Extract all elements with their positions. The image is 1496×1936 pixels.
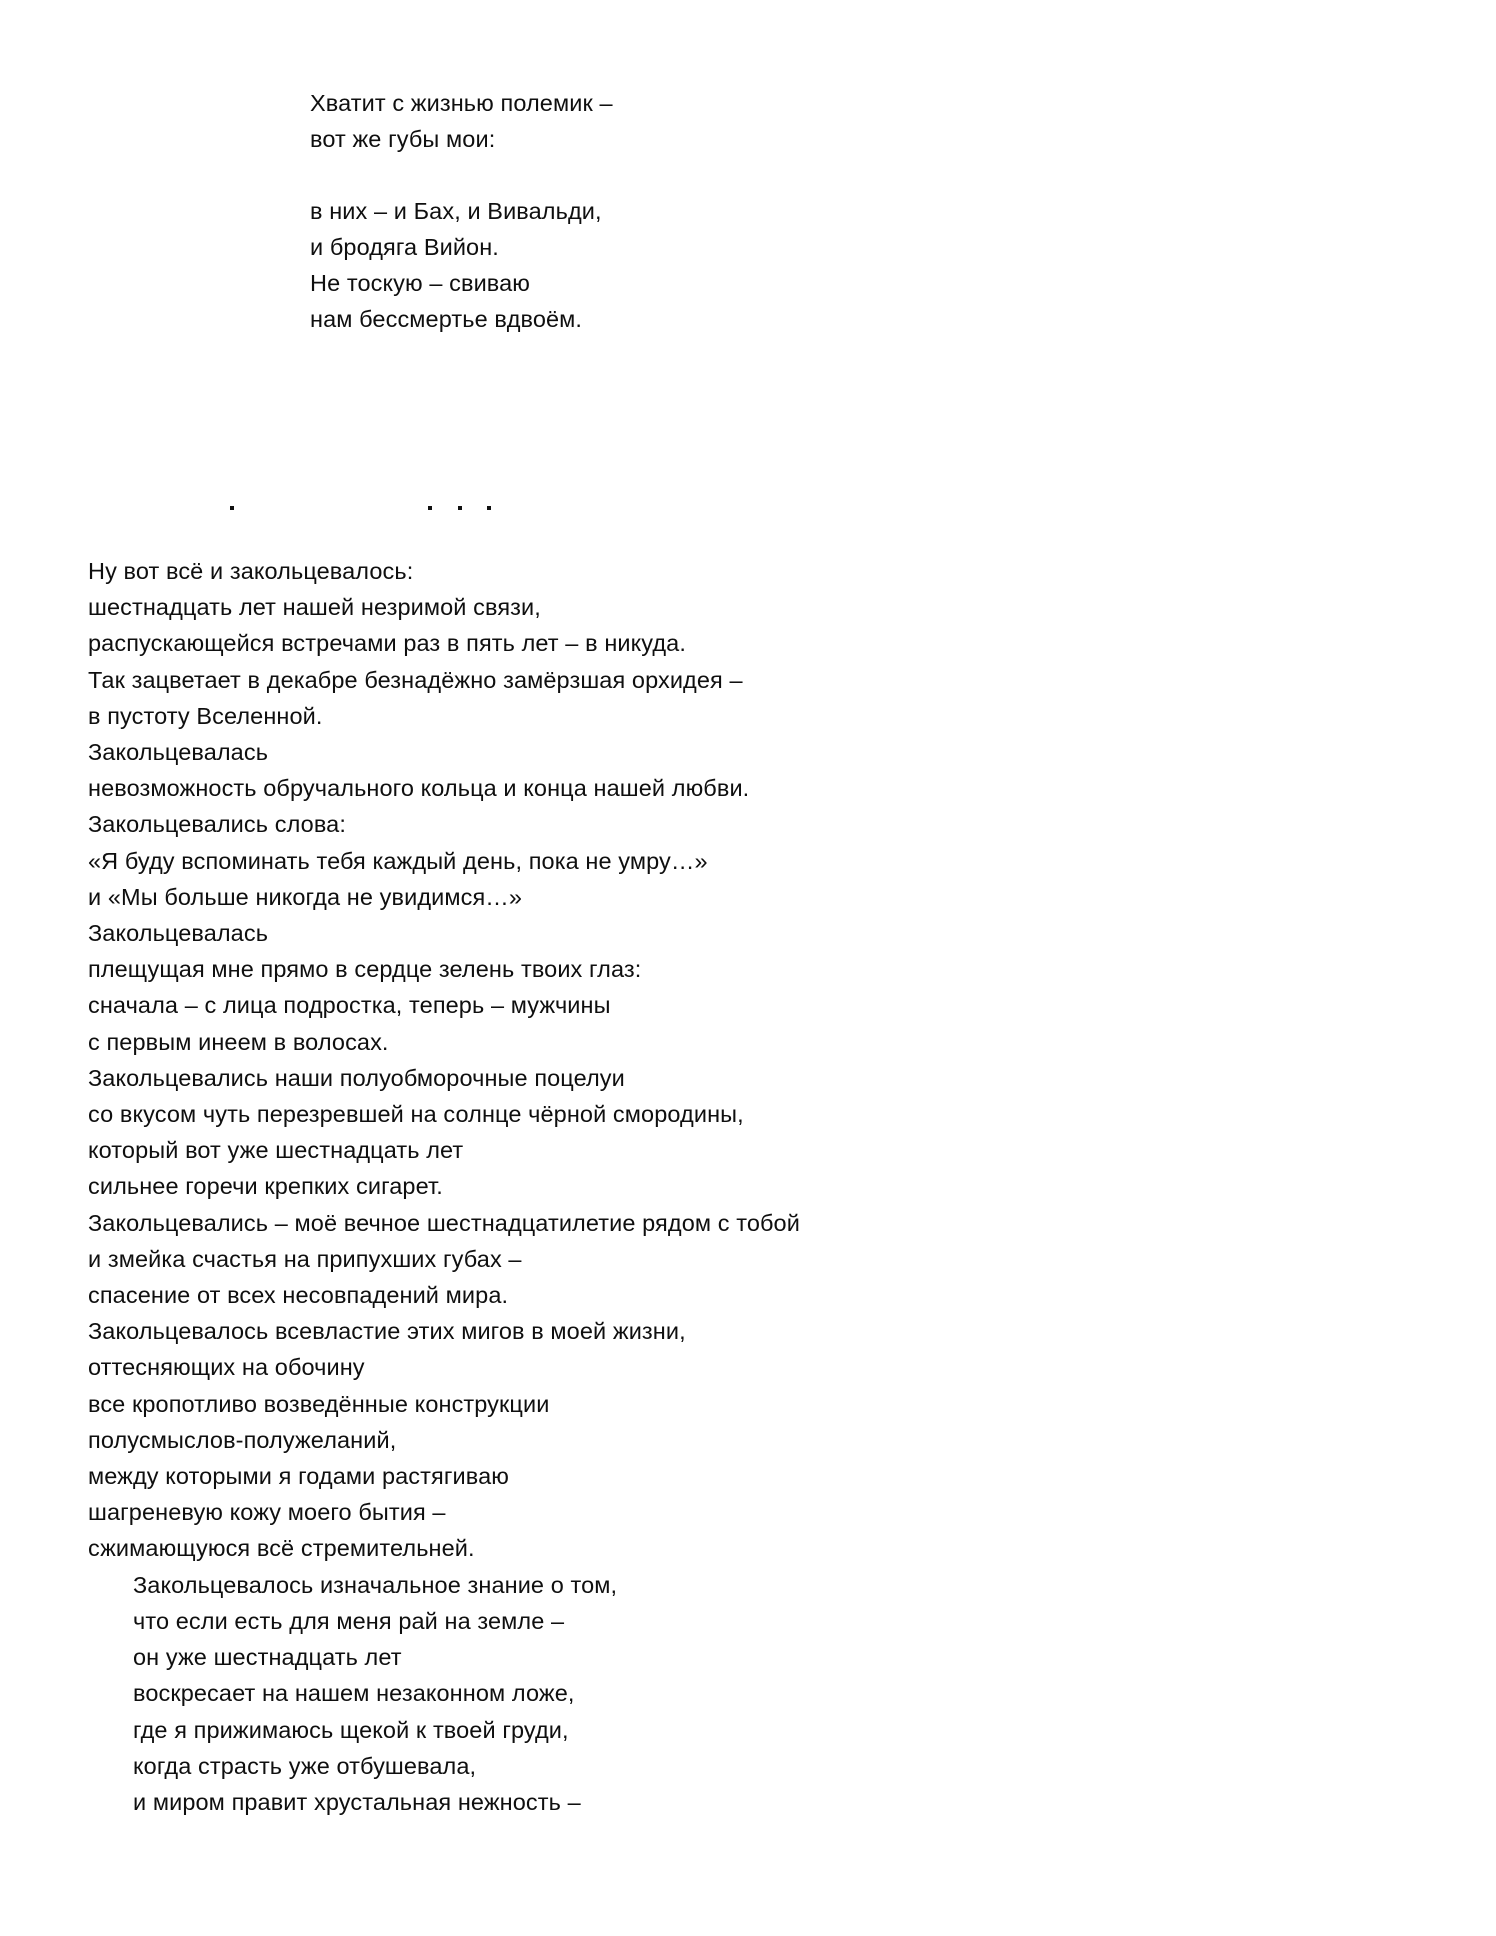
poem-line: сначала – с лица подростка, теперь – мужчины (88, 992, 611, 1019)
poem-stanza-top (310, 85, 1210, 337)
poem-line: Хватит с жизнью полемик – (310, 90, 613, 116)
stanza-gap (310, 157, 1210, 193)
poem-line: в них – и Бах, и Вивальди, (310, 198, 602, 224)
poem-line: и «Мы больше никогда не увидимся…» (88, 883, 523, 910)
poem-line: Закольцевалось всевластие этих мигов в моей жизни, (88, 1318, 686, 1345)
poem-line: он уже шестнадцать лет (133, 1644, 402, 1671)
poem-line: «Я буду вспоминать тебя каждый день, пока не умру…» (88, 847, 708, 874)
poem-line: воскресает на нашем незаконном ложе, (133, 1680, 575, 1707)
poem-line: Закольцевались слова: (88, 811, 346, 838)
poem-line: который вот уже шестнадцать лет (88, 1137, 464, 1164)
poem-line: невозможность обручального кольца и конца нашей любви. (88, 775, 750, 802)
poem-line: и миром правит хрустальная нежность – (133, 1788, 581, 1815)
poem-line: плещущая мне прямо в сердце зелень твоих глаз: (88, 956, 642, 983)
poem-line: в пустоту Вселенной. (88, 702, 323, 729)
poem-line: сильнее горечи крепких сигарет. (88, 1173, 443, 1200)
poem-line: Не тоскую – свиваю (310, 270, 531, 296)
poem-line: между которыми я годами растягиваю (88, 1463, 509, 1490)
poem-line: Так зацветает в декабре безнадёжно замёрзшая орхидея – (88, 666, 743, 693)
poem-line: Закольцевалась (88, 739, 269, 766)
poem-line: Закольцевалось изначальное знание о том, (133, 1571, 618, 1598)
poem-line: вот же губы мои: (310, 126, 496, 152)
poem-line: Ну вот всё и закольцевалось: (88, 558, 414, 584)
separator-dot (487, 506, 491, 510)
poem-line: и змейка счастья на припухших губах – (88, 1245, 522, 1272)
poem-line: и бродяга Вийон. (310, 234, 499, 260)
poem-line: Закольцевались – моё вечное шестнадцатилетие рядом с тобой (88, 1209, 800, 1236)
poem-line: Закольцевалась (88, 920, 269, 947)
poem-line: шестнадцать лет нашей незримой связи, (88, 594, 541, 621)
separator-dot (428, 506, 432, 510)
separator-dot (458, 506, 462, 510)
poem-line: когда страсть уже отбушевала, (133, 1752, 477, 1779)
poem-line: Закольцевались наши полуобморочные поцелуи (88, 1064, 625, 1091)
poem-line: нам бессмертье вдвоём. (310, 306, 583, 332)
poem-line: шагреневую кожу моего бытия – (88, 1499, 446, 1526)
poem-line: спасение от всех несовпадений мира. (88, 1282, 509, 1309)
poem-line: распускающейся встречами раз в пять лет – в никуда. (88, 630, 686, 657)
section-separator-dots (0, 500, 1496, 520)
poem-line: все кропотливо возведённые конструкции (88, 1390, 550, 1417)
separator-dot (230, 506, 234, 510)
poem-line: полусмыслов-полужеланий, (88, 1426, 397, 1453)
poem-line: оттесняющих на обочину (88, 1354, 365, 1381)
poem-line: что если есть для меня рай на земле – (133, 1607, 565, 1634)
poem-line: со вкусом чуть перезревшей на солнце чёрной смородины, (88, 1101, 744, 1128)
poem-line: сжимающуюся всё стремительней. (88, 1535, 475, 1562)
poem-line: с первым инеем в волосах. (88, 1028, 389, 1055)
poem-body-block (88, 553, 1428, 1820)
poem-line: где я прижимаюсь щекой к твоей груди, (133, 1716, 569, 1743)
